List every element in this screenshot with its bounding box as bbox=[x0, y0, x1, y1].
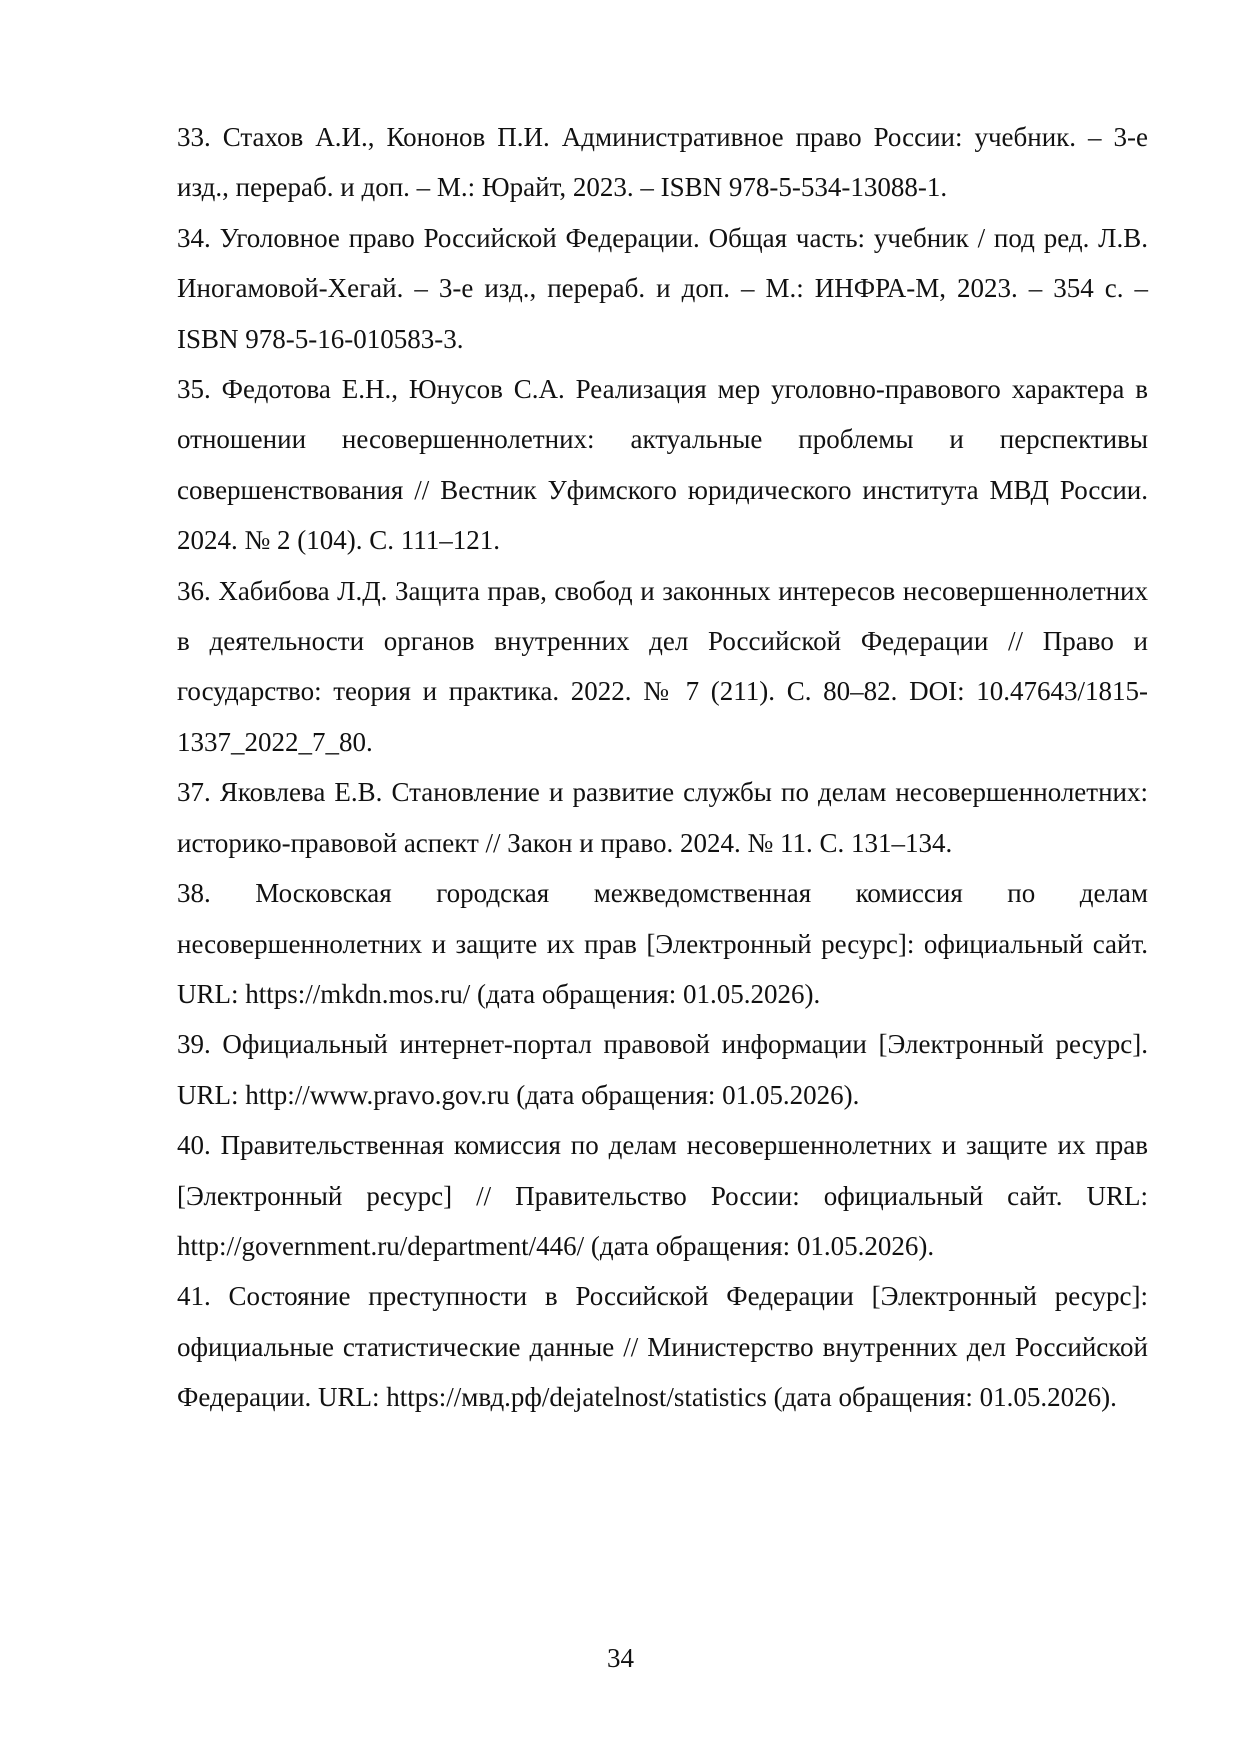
reference-item-33: 33. Стахов А.И., Кононов П.И. Административное право России: учебник. – 3-е изд., перераб. и доп. – М.: Юрайт, 2023. – ISBN 978-5-534-13088-1. bbox=[177, 122, 1148, 203]
reference-item-34: 34. Уголовное право Российской Федерации. Общая часть: учебник / под ред. Л.В. Иногамовой-Хегай. – 3-е изд., перераб. и доп. – М.: ИНФРА-М, 2023. – 354 с. – ISBN 978-5-16-010583-3. bbox=[177, 222, 1148, 354]
reference-item-40: 40. Правительственная комиссия по делам несовершеннолетних и защите их прав [Электронный ресурс] // Правительство России: официальный сайт. URL: http://government.ru/department/446/ (дата обращения: 01.05.2026). bbox=[177, 1130, 1148, 1261]
page-number: 34 bbox=[607, 1643, 634, 1673]
reference-item-35: 35. Федотова Е.Н., Юнусов С.А. Реализация мер уголовно-правового характера в отношении несовершеннолетних: актуальные проблемы и перспективы совершенствования // Вестник Уфимского юридического института МВД России. 2024. № 2 (104). С. 111–121. bbox=[177, 374, 1148, 556]
reference-item-37: 37. Яковлева Е.В. Становление и развитие службы по делам несовершеннолетних: историко-правовой аспект // Закон и право. 2024. № 11. С. 131–134. bbox=[177, 777, 1148, 858]
reference-item-39: 39. Официальный интернет-портал правовой информации [Электронный ресурс]. URL: http://www.pravo.gov.ru (дата обращения: 01.05.2026). bbox=[177, 1029, 1148, 1110]
reference-item-36: 36. Хабибова Л.Д. Защита прав, свобод и законных интересов несовершеннолетних в деятельности органов внутренних дел Российской Федерации // Право и государство: теория и практика. 2022. № 7 (211). С. 80–82. DOI: 10.47643/1815-1337_2022_7_80. bbox=[177, 575, 1148, 757]
reference-list bbox=[177, 112, 1148, 1423]
reference-item-38: 38. Московская городская межведомственная комиссия по делам несовершеннолетних и защите их прав [Электронный ресурс]: официальный сайт. URL: https://mkdn.mos.ru/ (дата обращения: 01.05.2026). bbox=[177, 878, 1148, 1009]
reference-item-41: 41. Состояние преступности в Российской Федерации [Электронный ресурс]: официальные статистические данные // Министерство внутренних дел Российской Федерации. URL: https://мвд.рф/dejatelnost/statistics (дата обращения: 01.05.2026). bbox=[177, 1281, 1148, 1413]
